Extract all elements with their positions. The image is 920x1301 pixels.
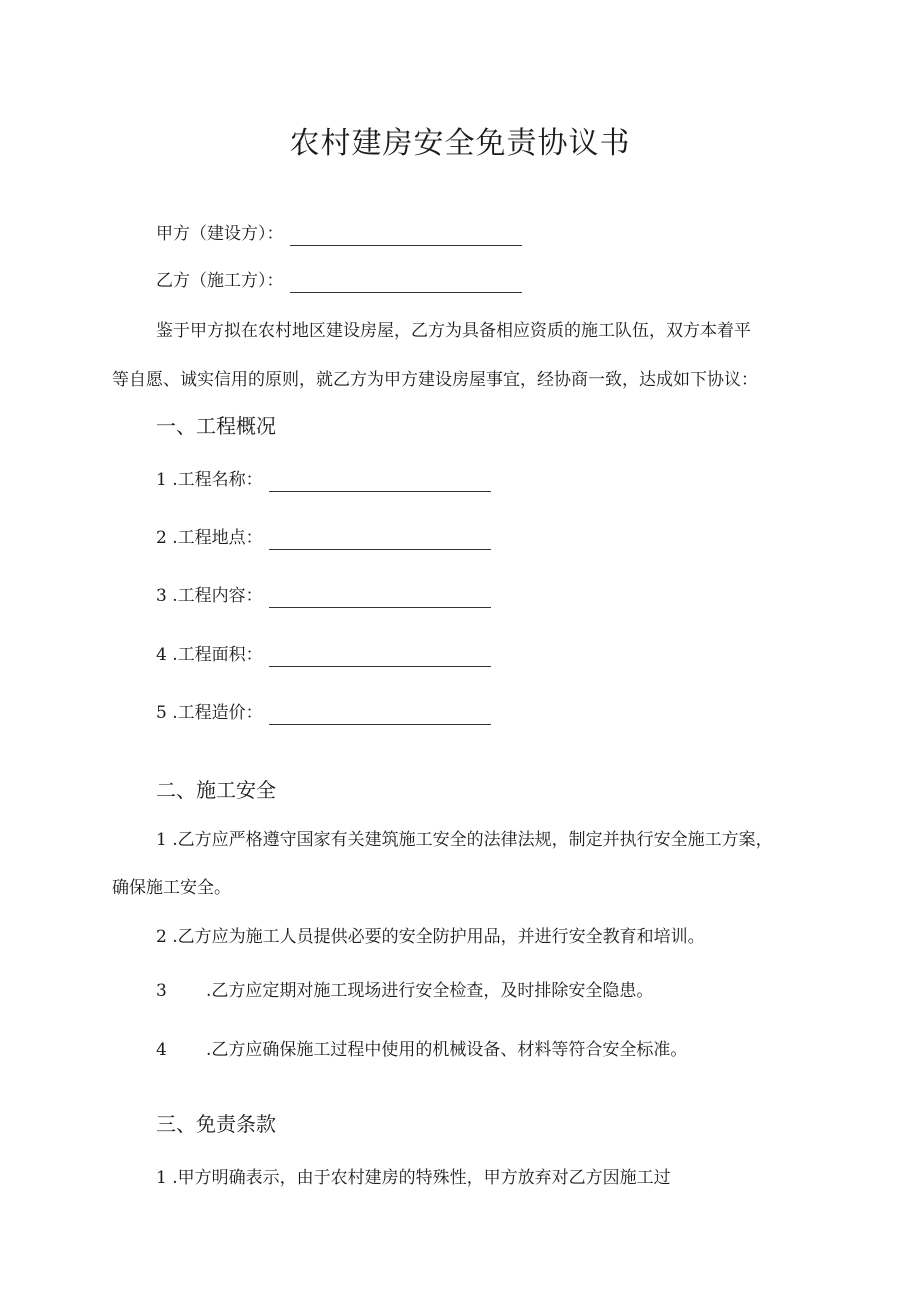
project-location-item [156, 526, 491, 550]
party-a-line [156, 222, 522, 246]
item-number: 4 [156, 1040, 167, 1060]
safety-item-1-line-2: 确保施工安全。 [112, 878, 231, 898]
item-label: .工程名称： [172, 470, 263, 490]
item-number: 2 [156, 528, 167, 548]
safety-item-2: 2 .乙方应为施工人员提供必要的安全防护用品，并进行安全教育和培训。 [156, 927, 705, 947]
item-text: .乙方应定期对施工现场进行安全检查，及时排除安全隐患。 [206, 981, 654, 1001]
party-b-label: 乙方（施工方）： [156, 271, 284, 291]
project-name-item [156, 468, 491, 492]
party-a-blank[interactable] [290, 227, 522, 246]
page-title: 农村建房安全免责协议书 [289, 126, 631, 161]
item-label: .工程地点： [172, 528, 263, 548]
item-label: .工程造价： [172, 703, 263, 723]
party-b-line [156, 269, 522, 293]
item-number: 3 [156, 981, 167, 1001]
safety-item-1-line-1: 1 .乙方应严格遵守国家有关建筑施工安全的法律法规，制定并执行安全施工方案， [156, 830, 773, 850]
section-3-heading: 三、免责条款 [156, 1112, 276, 1136]
section-1-heading: 一、工程概况 [156, 414, 276, 438]
project-content-item [156, 584, 491, 608]
item-number: 5 [156, 703, 167, 723]
safety-item-3 [156, 979, 653, 1003]
item-label: .工程面积： [172, 645, 263, 665]
project-area-blank[interactable] [269, 648, 491, 667]
project-location-blank[interactable] [269, 531, 491, 550]
exemption-item-1: 1 .甲方明确表示，由于农村建房的特殊性，甲方放弃对乙方因施工过 [156, 1168, 671, 1188]
project-content-blank[interactable] [269, 589, 491, 608]
intro-line-1: 鉴于甲方拟在农村地区建设房屋，乙方为具备相应资质的施工队伍，双方本着平 [156, 321, 751, 341]
safety-item-4 [156, 1038, 687, 1062]
item-number: 1 [156, 470, 167, 490]
project-cost-item [156, 701, 491, 725]
section-2-heading: 二、施工安全 [156, 778, 276, 802]
intro-line-2: 等自愿、诚实信用的原则，就乙方为甲方建设房屋事宜，经协商一致，达成如下协议： [112, 370, 758, 390]
item-number: 4 [156, 645, 167, 665]
party-b-blank[interactable] [290, 274, 522, 293]
item-label: .工程内容： [172, 586, 263, 606]
project-name-blank[interactable] [269, 473, 491, 492]
item-number: 3 [156, 586, 167, 606]
project-cost-blank[interactable] [269, 706, 491, 725]
item-text: .乙方应确保施工过程中使用的机械设备、材料等符合安全标准。 [206, 1040, 688, 1060]
party-a-label: 甲方（建设方）： [156, 224, 284, 244]
project-area-item [156, 643, 491, 667]
